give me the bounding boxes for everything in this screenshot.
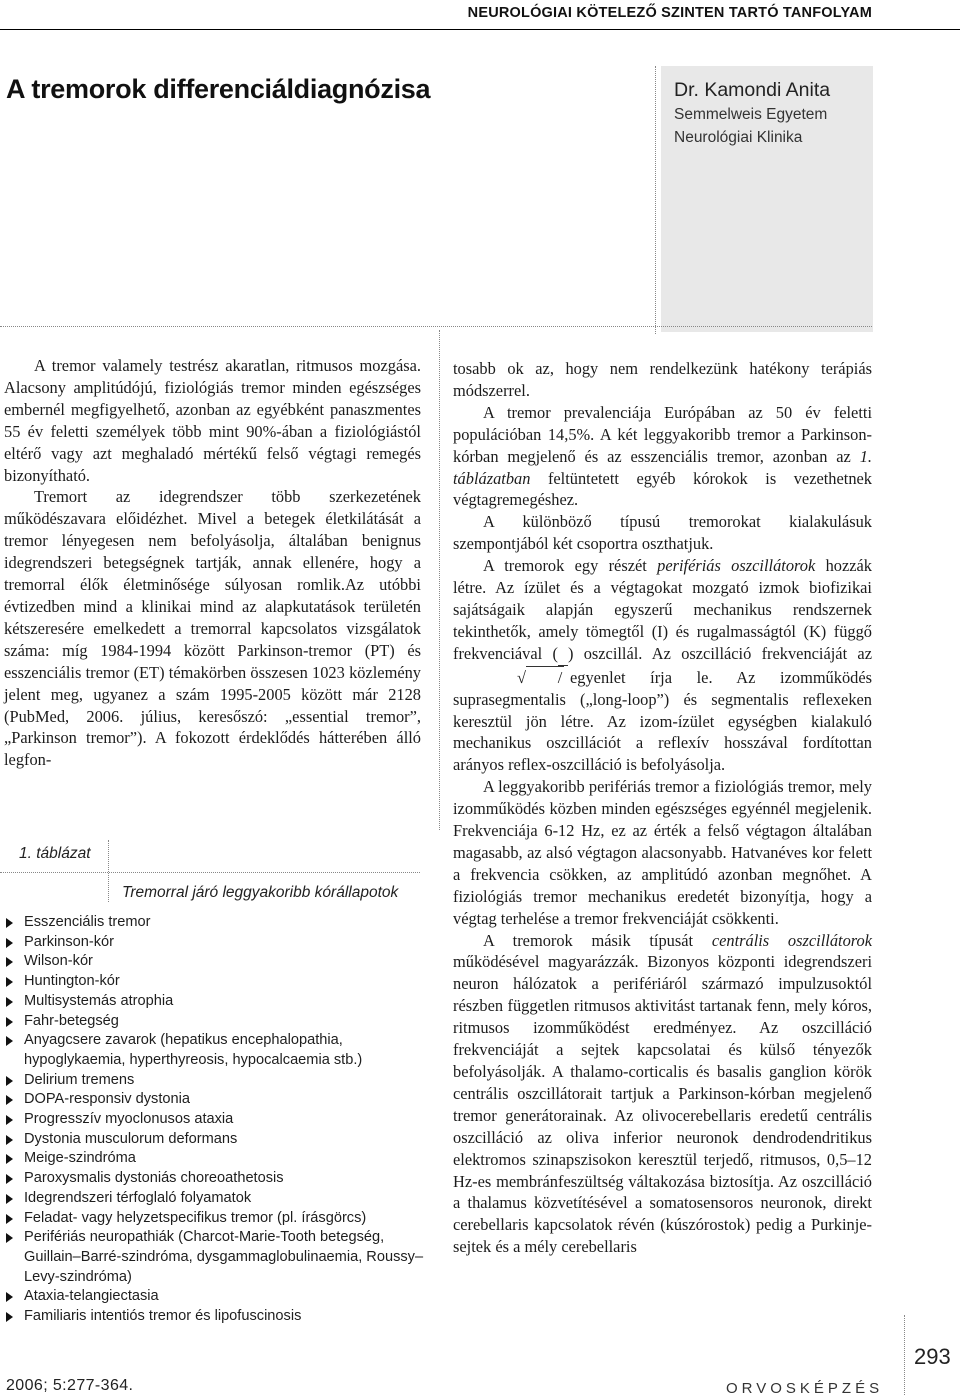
article-title: A tremorok differenciáldiagnózisa <box>6 74 431 104</box>
footer-dotted-divider <box>904 1315 905 1395</box>
sqrt-sign-icon: √ <box>517 667 526 687</box>
condition-list-item <box>5 972 425 992</box>
condition-list-item <box>5 933 425 953</box>
condition-label: DOPA-responsiv dystonia <box>24 1091 191 1108</box>
condition-list-item <box>5 1110 425 1130</box>
body-paragraph: A tremorok másik típusát centrális oszcillátorok működésével magyarázzák. Bizonyos központi idegrendszeri neuron hálózatok a perifériáról származó impulzusoktól részben független ritmusos aktivitást tartanak fenn, mely kóros, ritmusos izomműködést eredményez. Az oszcilláció frekvenciáját a sejtek kapcsolatai és külső tényezők befolyásolják. A thalamo-corticalis és basalis ganglion körök centrális oszcillátorait tartjuk a Parkinson-kórban megjelenő tremor generátorainak. Az olivocerebellaris eredetű centrális oszcilláció az oliva inferior neuronok dendrodendritikus elektromos szinapszisokon keresztül terjedő, ritmusos, 0,5–12 Hz-es membránfeszültség váltakozása biztosítja. Az oszcilláció a thalamus közvetítésével a somatosensoros neuronok, direkt cerebellaris kapcsolatok révén (kúszórostok) pedig a Purkinje-sejtek és a mély cerebellaris <box>453 930 872 1257</box>
condition-label: Idegrendszeri térfoglaló folyamatok <box>24 1189 252 1206</box>
body-paragraph: A leggyakoribb perifériás tremor a fiziológiás tremor, mely izomműködés közben minden egészséges egyénnél megjelenik. Frekvenciája 6-12 Hz, ez az érték a felső végtagon általában magasabb, az alsó végtagon alacsonyabb. Hatvanéves kor felett a frekvencia csökken, az amplitúdó azonban megnőhet. A fiziológiás tremor mechanikus eredetét bizonyítja, hogy a végtag terhelése a tremor frekvenciáját csökkenti. <box>453 777 872 928</box>
condition-label: Multisystemás atrophia <box>24 992 174 1009</box>
triangle-bullet-icon <box>6 918 13 928</box>
condition-label: Feladat- vagy helyzetspecifikus tremor (pl. írásgörcs) <box>24 1209 367 1226</box>
triangle-bullet-icon <box>6 1174 13 1184</box>
triangle-bullet-icon <box>6 1095 13 1105</box>
body-paragraph: tosabb ok az, hogy nem rendelkezünk hatékony terápiás módszerrel. <box>453 359 872 400</box>
triangle-bullet-icon <box>6 1233 13 1243</box>
condition-list-item <box>5 1090 425 1110</box>
condition-label: Familiaris intentiós tremor és lipofuscinosis <box>24 1308 302 1325</box>
footer-journal-name: ORVOSKÉPZÉS <box>726 1380 884 1397</box>
sqrt-formula <box>487 666 564 689</box>
triangle-bullet-icon <box>6 1076 13 1086</box>
condition-list <box>5 913 425 1327</box>
triangle-bullet-icon <box>6 1115 13 1125</box>
condition-label: Parkinson-kór <box>24 933 115 950</box>
condition-label: Progresszív myoclonusos ataxia <box>24 1111 234 1128</box>
condition-label: Meige-szindróma <box>24 1150 136 1167</box>
condition-label: Delirium tremens <box>24 1071 135 1088</box>
author-box <box>661 66 873 332</box>
condition-list-item <box>5 1071 425 1091</box>
formula-omega-placeholder <box>558 643 568 666</box>
condition-list-item <box>5 1130 425 1150</box>
author-name: Dr. Kamondi Anita <box>674 79 831 101</box>
running-head-text: NEUROLÓGIAI KÖTELEZŐ SZINTEN TARTÓ TANFOLYAM <box>467 5 872 21</box>
triangle-bullet-icon <box>6 1312 13 1322</box>
triangle-bullet-icon <box>6 938 13 948</box>
condition-list-item <box>5 1189 425 1209</box>
body-paragraph: A különböző típusú tremorokat kialakulásuk szempontjából két csoportra oszthatjuk. <box>453 512 872 554</box>
condition-label: Esszenciális tremor <box>24 914 151 930</box>
condition-label: Huntington-kór <box>24 973 120 990</box>
page-number: 293 <box>914 1344 951 1369</box>
table-dotted-rule <box>0 872 420 873</box>
column-dotted-divider <box>439 330 440 830</box>
body-paragraph: A tremor prevalenciája Európában az 50 év feletti populációban 14,5%. A két leggyakoribb tremor a Parkinson-kórban megjelenő és az esszenciális tremor, azonban az 1. táblázatban feltüntetett egyéb kórokok is vezethetnek végtagremegéshez. <box>453 402 872 510</box>
condition-list-item <box>5 1031 425 1070</box>
condition-list-item <box>5 1149 425 1169</box>
triangle-bullet-icon <box>6 1154 13 1164</box>
term-central-oscillators: centrális oszcillátorok <box>711 930 872 950</box>
triangle-bullet-icon <box>6 1194 13 1204</box>
header-dotted-rule <box>0 326 872 327</box>
term-peripheral-oscillators: perifériás oszcillátorok <box>657 556 816 576</box>
condition-list-item <box>5 1209 425 1229</box>
condition-list-item <box>5 1287 425 1307</box>
footer-citation: 2006; 5:277-364. <box>6 1377 134 1394</box>
condition-list-item <box>5 952 425 972</box>
condition-list-item <box>5 1307 425 1327</box>
condition-list-item <box>5 1012 425 1032</box>
triangle-bullet-icon <box>6 997 13 1007</box>
triangle-bullet-icon <box>6 1036 13 1046</box>
table-reference: 1. táblázatban <box>453 446 872 488</box>
triangle-bullet-icon <box>6 977 13 987</box>
condition-label: Dystonia musculorum deformans <box>24 1130 238 1147</box>
body-paragraph: Tremort az idegrendszer több szerkezetének működészavara előidézhet. Mivel a betegek életkilátását a tremor lényegesen nem befolyásolja, általában benignus idegrendszeri betegségnek tartják, annak ellenére, hogy a tremorral élők életminősége súlyosan romlik.Az utóbbi évtizedben mind a klinikai mind az alapkutatások területén kétszeresére emelkedett a tremorral kapcsolatos vizsgálatok száma: míg 1984-1994 között Parkinson-tremor (PT) és esszenciális tremor (ET) témakörben összesen 1023 közlemény jelent meg, ugyanez a szám 1995-2005 között már 2128 (PubMed, 2006. július, keresőszó: „essential tremor”, „Parkinson tremor”). A fokozott érdeklődés hátterében álló legfon- <box>4 487 421 770</box>
condition-label: Paroxysmalis dystoniás choreoathetosis <box>24 1170 284 1187</box>
condition-label: Wilson-kór <box>24 953 93 970</box>
body-paragraph: A tremor valamely testrész akaratlan, ritmusos mozgása. Alacsony amplitúdójú, fiziológiás tremor minden egészséges embernél megfigyelhető, azonban az egyébként panaszmentes 55 év feletti személyek több mint 90%-ában a fiziológiástól eltérő vagy azt meghaladó mértékű felső végtagi remegés bizonyítható. <box>4 356 421 485</box>
author-affiliation-clinic: Neurológiai Klinika <box>674 129 803 146</box>
triangle-bullet-icon <box>6 1214 13 1224</box>
condition-label: Ataxia-telangiectasia <box>24 1288 159 1305</box>
triangle-bullet-icon <box>6 1292 13 1302</box>
condition-list-item <box>5 1228 425 1287</box>
table-caption: 1. táblázat <box>19 845 91 862</box>
triangle-bullet-icon <box>6 1017 13 1027</box>
condition-list-item <box>5 913 425 933</box>
condition-list-item <box>5 992 425 1012</box>
author-affiliation-university: Semmelweis Egyetem <box>674 106 828 123</box>
condition-list-item <box>5 1169 425 1189</box>
condition-label: Anyagcsere zavarok (hepatikus encephalopathia, hypoglykaemia, hyperthyreosis, hypocalcaemia stb.) <box>24 1032 363 1068</box>
header-dotted-divider <box>655 66 656 334</box>
condition-label: Fahr-betegség <box>24 1012 119 1029</box>
triangle-bullet-icon <box>6 1135 13 1145</box>
right-column <box>453 358 872 1258</box>
running-header <box>0 0 960 30</box>
table-title: Tremorral járó leggyakoribb kórállapotok <box>122 884 399 901</box>
formula-fraction: / <box>526 666 564 689</box>
condition-label: Perifériás neuropathiák (Charcot-Marie-Tooth betegség, Guillain–Barré-szindróma, dysgammaglobulinaemia, Roussy–Levy-szindróma) <box>24 1229 424 1285</box>
triangle-bullet-icon <box>6 957 13 967</box>
table-dotted-divider <box>108 840 109 902</box>
body-paragraph: A tremorok egy részét perifériás oszcillátorok hozzák létre. Az ízület és a végtagokat mozgató izmok biofizikai sajátságaik alapján egyszerű mechanikus rendszernek tekinthetők, amely tömegtől (I) és rugalmasságtól (K) függő frekvenciával ( ) oszcillál. Az oszcilláció frekvenciáját az√ / egyenlet írja le. Az izomműködés suprasegmentalis („long-loop”) és segmentalis reflexeken keresztül jön létre. Az izom-ízület egységben kialakuló mechanikus oszcillációt a reflexív hosszával fordítottan arányos reflex-oszcilláció is befolyásolja. <box>453 556 872 775</box>
left-column <box>4 355 421 771</box>
